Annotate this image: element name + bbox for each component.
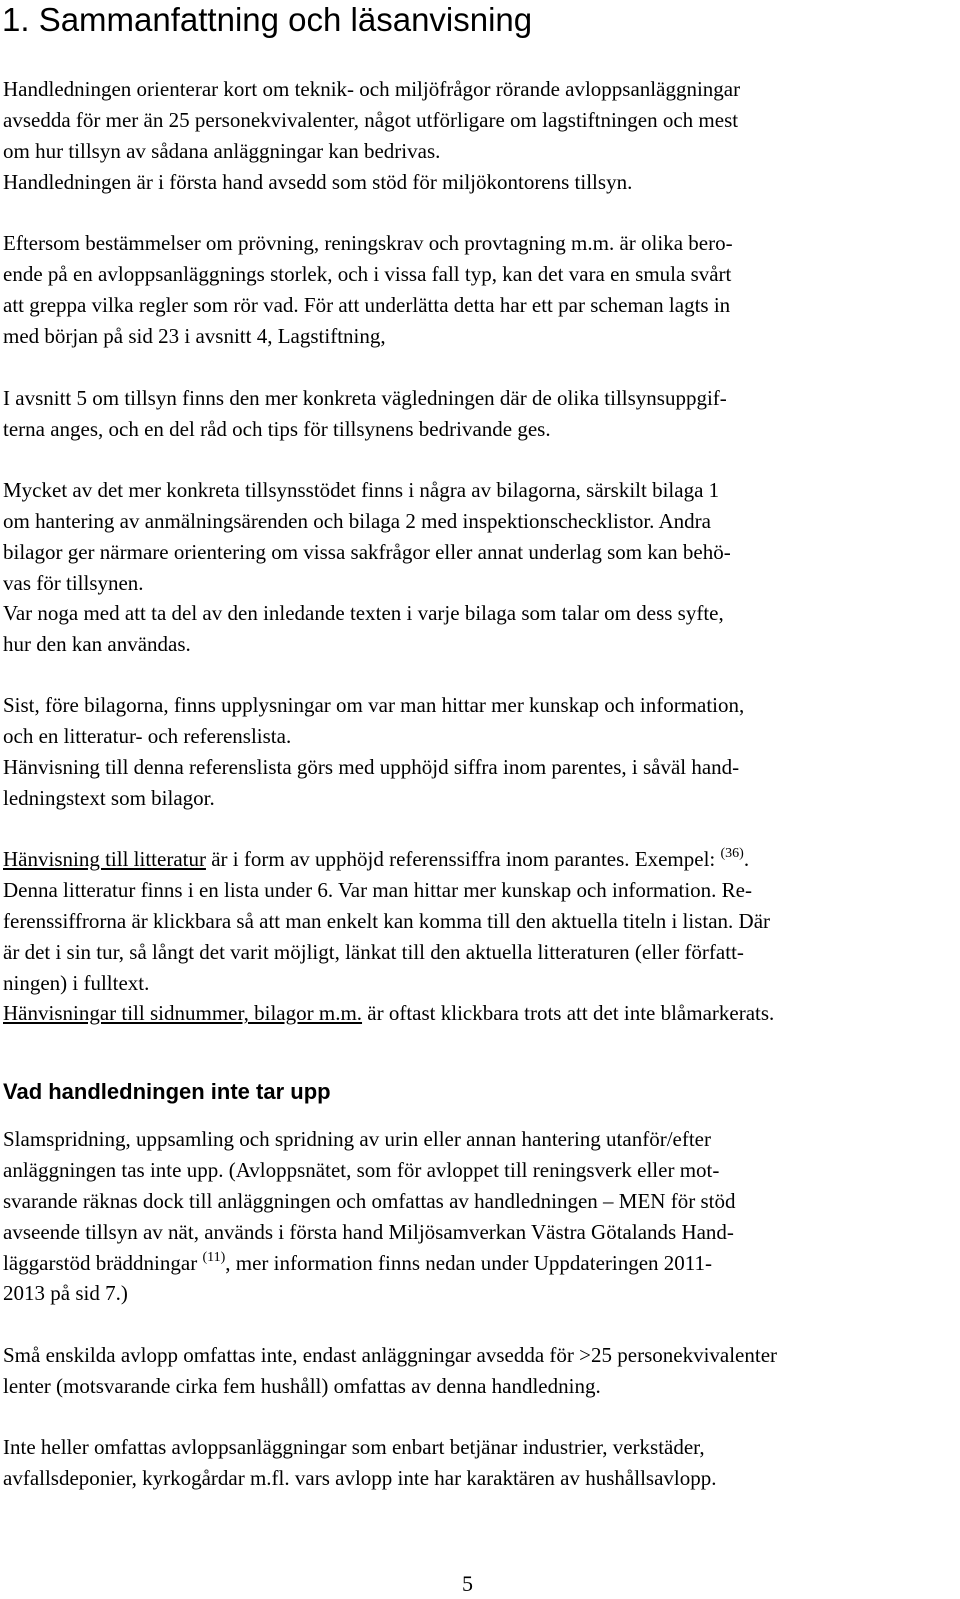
paragraph-line: ferenssiffrorna är klickbara så att man enkelt kan komma till den aktuella titeln i listan. Där — [3, 909, 771, 933]
paragraph-line — [3, 1248, 712, 1278]
paragraph-line: Hänvisning till denna referenslista görs med upphöjd siffra inom parentes, i såväl hand- — [3, 755, 740, 779]
paragraph-line: hur den kan användas. — [3, 632, 191, 656]
paragraph-text: läggarstöd bräddningar — [3, 1251, 203, 1275]
paragraph-line: lenter (motsvarande cirka fem hushåll) omfattas av denna handledning. — [3, 1374, 601, 1398]
paragraph-line: Eftersom bestämmelser om prövning, reningskrav och provtagning m.m. är olika bero- — [3, 231, 733, 255]
paragraph-line: terna anges, och en del råd och tips för tillsynens bedrivande ges. — [3, 417, 551, 441]
paragraph-line: Mycket av det mer konkreta tillsynsstödet finns i några av bilagorna, särskilt bilaga 1 — [3, 478, 720, 502]
paragraph-text: är i form av upphöjd referenssiffra inom parantes. Exempel: — [205, 847, 721, 871]
paragraph-line: Var noga med att ta del av den inledande texten i varje bilaga som talar om dess syfte, — [3, 601, 724, 625]
paragraph-line: ningen) i fulltext. — [3, 971, 150, 995]
paragraph-line: Inte heller omfattas avloppsanläggningar som enbart betjänar industrier, verkstäder, — [3, 1435, 705, 1459]
paragraph-line: Handledningen är i första hand avsedd som stöd för miljökontorens tillsyn. — [3, 170, 633, 194]
paragraph-text: , mer information finns nedan under Uppdateringen 2011- — [225, 1251, 713, 1275]
paragraph-line: Slamspridning, uppsamling och spridning av urin eller annan hantering utanför/efter — [3, 1127, 711, 1151]
section-heading: 1. Sammanfattning och läsanvisning — [2, 1, 533, 38]
paragraph-line: Denna litteratur finns i en lista under 6. Var man hittar mer kunskap och information. Re- — [3, 878, 752, 902]
paragraph-line: Handledningen orienterar kort om teknik- och miljöfrågor rörande avloppsanläggningar — [3, 77, 741, 101]
paragraph-line: I avsnitt 5 om tillsyn finns den mer konkreta vägledningen där de olika tillsynsuppgif- — [3, 386, 727, 410]
reference-superscript[interactable]: (36) — [720, 846, 744, 861]
paragraph-line: vas för tillsynen. — [3, 571, 144, 595]
paragraph-text: är oftast klickbara trots att det inte blåmarkerats. — [362, 1001, 775, 1025]
literature-reference-link[interactable]: Hänvisning till litteratur — [3, 847, 206, 871]
paragraph-line: ende på en avloppsanläggnings storlek, och i vissa fall typ, kan det vara en smula svårt — [3, 262, 732, 286]
page-reference-link[interactable]: Hänvisningar till sidnummer, bilagor m.m. — [3, 1001, 363, 1025]
paragraph-line: ledningstext som bilagor. — [3, 786, 215, 810]
paragraph-line: om hur tillsyn av sådana anläggningar kan bedrivas. — [3, 139, 441, 163]
paragraph-line: anläggningen tas inte upp. (Avloppsnätet, som för avloppet till reningsverk eller mot- — [3, 1158, 720, 1182]
paragraph-line: avsedda för mer än 25 personekvivalenter, något utförligare om lagstiftningen och mest — [3, 108, 739, 132]
page-number: 5 — [462, 1571, 473, 1596]
paragraph-line: om hantering av anmälningsärenden och bilaga 2 med inspektionschecklistor. Andra — [3, 509, 711, 533]
paragraph-line: och en litteratur- och referenslista. — [3, 724, 292, 748]
paragraph-line: Sist, före bilagorna, finns upplysningar om var man hittar mer kunskap och information, — [3, 693, 745, 717]
paragraph-line: avseende tillsyn av nät, används i första hand Miljösamverkan Västra Götalands Hand- — [3, 1220, 734, 1244]
paragraph-line: bilagor ger närmare orientering om vissa sakfrågor eller annat underlag som kan behö- — [3, 540, 731, 564]
paragraph-line: avfallsdeponier, kyrkogårdar m.fl. vars avlopp inte har karaktären av hushållsavlopp. — [3, 1466, 717, 1490]
paragraph-line: är det i sin tur, så långt det varit möjligt, länkat till den aktuella litteraturen (eller författ- — [3, 940, 744, 964]
paragraph-text: . — [743, 847, 750, 871]
subsection-heading: Vad handledningen inte tar upp — [3, 1079, 331, 1104]
paragraph-line: att greppa vilka regler som rör vad. För att underlätta detta har ett par scheman lagts in — [3, 293, 731, 317]
paragraph-line: Små enskilda avlopp omfattas inte, endast anläggningar avsedda för >25 personekvivalenter — [3, 1343, 778, 1367]
paragraph-line: svarande räknas dock till anläggningen och omfattas av handledningen – MEN för stöd — [3, 1189, 736, 1213]
reference-superscript[interactable]: (11) — [202, 1250, 226, 1265]
paragraph-line — [3, 998, 774, 1028]
paragraph-line — [3, 844, 749, 874]
paragraph-line: med början på sid 23 i avsnitt 4, Lagstiftning, — [3, 324, 386, 348]
paragraph-line: 2013 på sid 7.) — [3, 1281, 128, 1305]
